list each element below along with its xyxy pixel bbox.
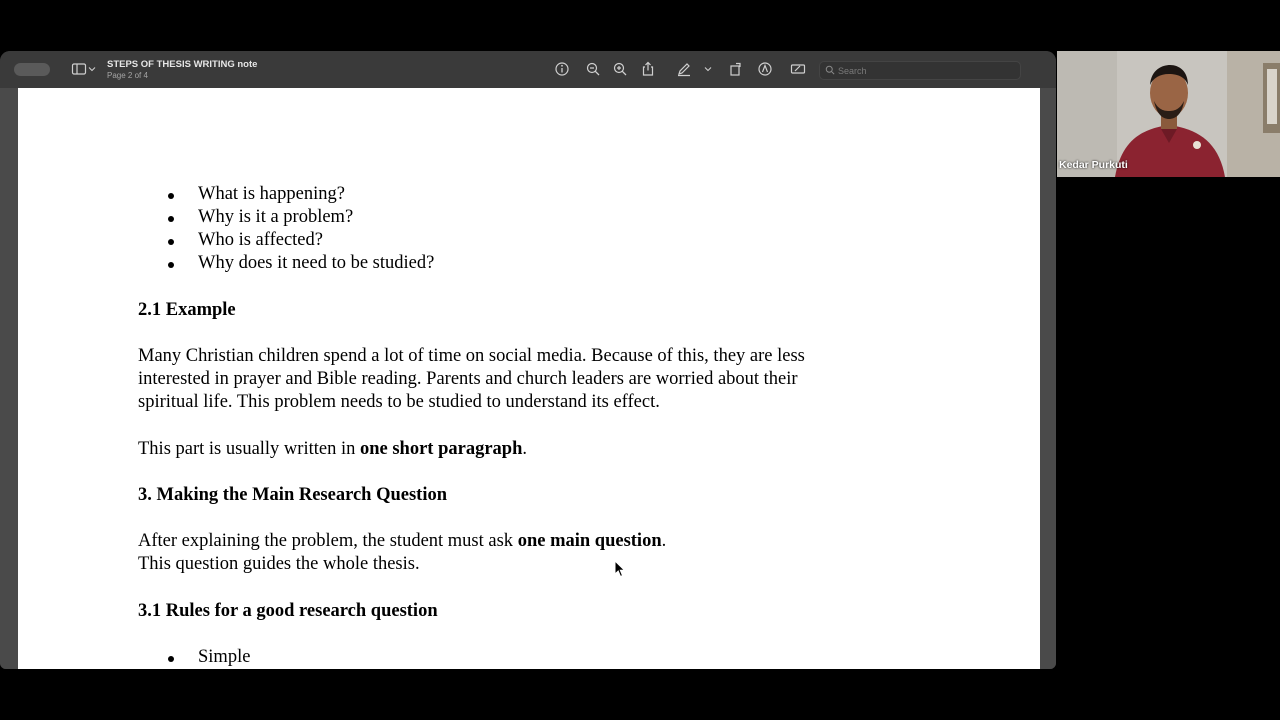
paragraph-note-emphasis: one short paragraph: [359, 439, 523, 459]
paragraph-note-text: This part is usually written in: [138, 439, 360, 459]
list-item: Who is affected?: [198, 230, 323, 250]
main-question-text: After explaining the problem, the student must ask: [138, 531, 518, 551]
document-title: STEPS OF THESIS WRITING note: [107, 59, 258, 70]
highlight-pen-icon[interactable]: [675, 61, 693, 77]
paragraph-line: This question guides the whole thesis.: [138, 554, 420, 574]
search-icon: [824, 64, 836, 76]
pdf-page: [18, 88, 1040, 669]
share-icon[interactable]: [639, 61, 657, 77]
section-heading: 3.1 Rules for a good research question: [138, 601, 438, 621]
participant-name: Kedar Purkuti: [1059, 159, 1128, 171]
list-item: Why does it need to be studied?: [198, 253, 435, 273]
bullet-icon: [168, 656, 174, 662]
rotate-icon[interactable]: [727, 61, 745, 77]
section-heading: 3. Making the Main Research Question: [138, 485, 448, 505]
markup-icon[interactable]: [756, 61, 774, 77]
main-question-period: .: [661, 531, 667, 551]
section-heading: 2.1 Example: [138, 300, 236, 320]
zoom-out-icon[interactable]: [584, 61, 602, 77]
page-indicator: Page 2 of 4: [107, 71, 148, 80]
window-controls[interactable]: [14, 63, 50, 76]
paragraph-note: [138, 438, 527, 461]
bullet-icon: [168, 262, 174, 268]
bullet-icon: [168, 193, 174, 199]
paragraph-note-period: .: [522, 439, 528, 459]
paragraph-line: interested in prayer and Bible reading. Parents and church leaders are worried about their: [138, 369, 798, 389]
paragraph-line: spiritual life. This problem needs to be studied to understand its effect.: [138, 392, 660, 412]
search-input[interactable]: [838, 62, 1008, 79]
info-icon[interactable]: [553, 61, 571, 77]
form-fill-icon[interactable]: [789, 61, 807, 77]
main-question-emphasis: one main question: [517, 531, 662, 551]
list-item: Simple: [198, 647, 251, 667]
document-canvas[interactable]: [0, 88, 1056, 669]
search-field[interactable]: [819, 61, 1021, 80]
viewer-toolbar: [0, 51, 1056, 89]
list-item: Why is it a problem?: [198, 207, 354, 227]
list-item: What is happening?: [198, 184, 345, 204]
bullet-icon: [168, 216, 174, 222]
mouse-pointer-icon: [614, 560, 626, 578]
zoom-in-icon[interactable]: [611, 61, 629, 77]
bullet-icon: [168, 239, 174, 245]
paragraph-line: [138, 530, 666, 553]
pdf-viewer-window: [0, 51, 1056, 669]
highlight-options-chevron-icon[interactable]: [702, 61, 714, 77]
paragraph-line: Many Christian children spend a lot of time on social media. Because of this, they are less: [138, 346, 805, 366]
chevron-down-icon[interactable]: [86, 61, 98, 77]
